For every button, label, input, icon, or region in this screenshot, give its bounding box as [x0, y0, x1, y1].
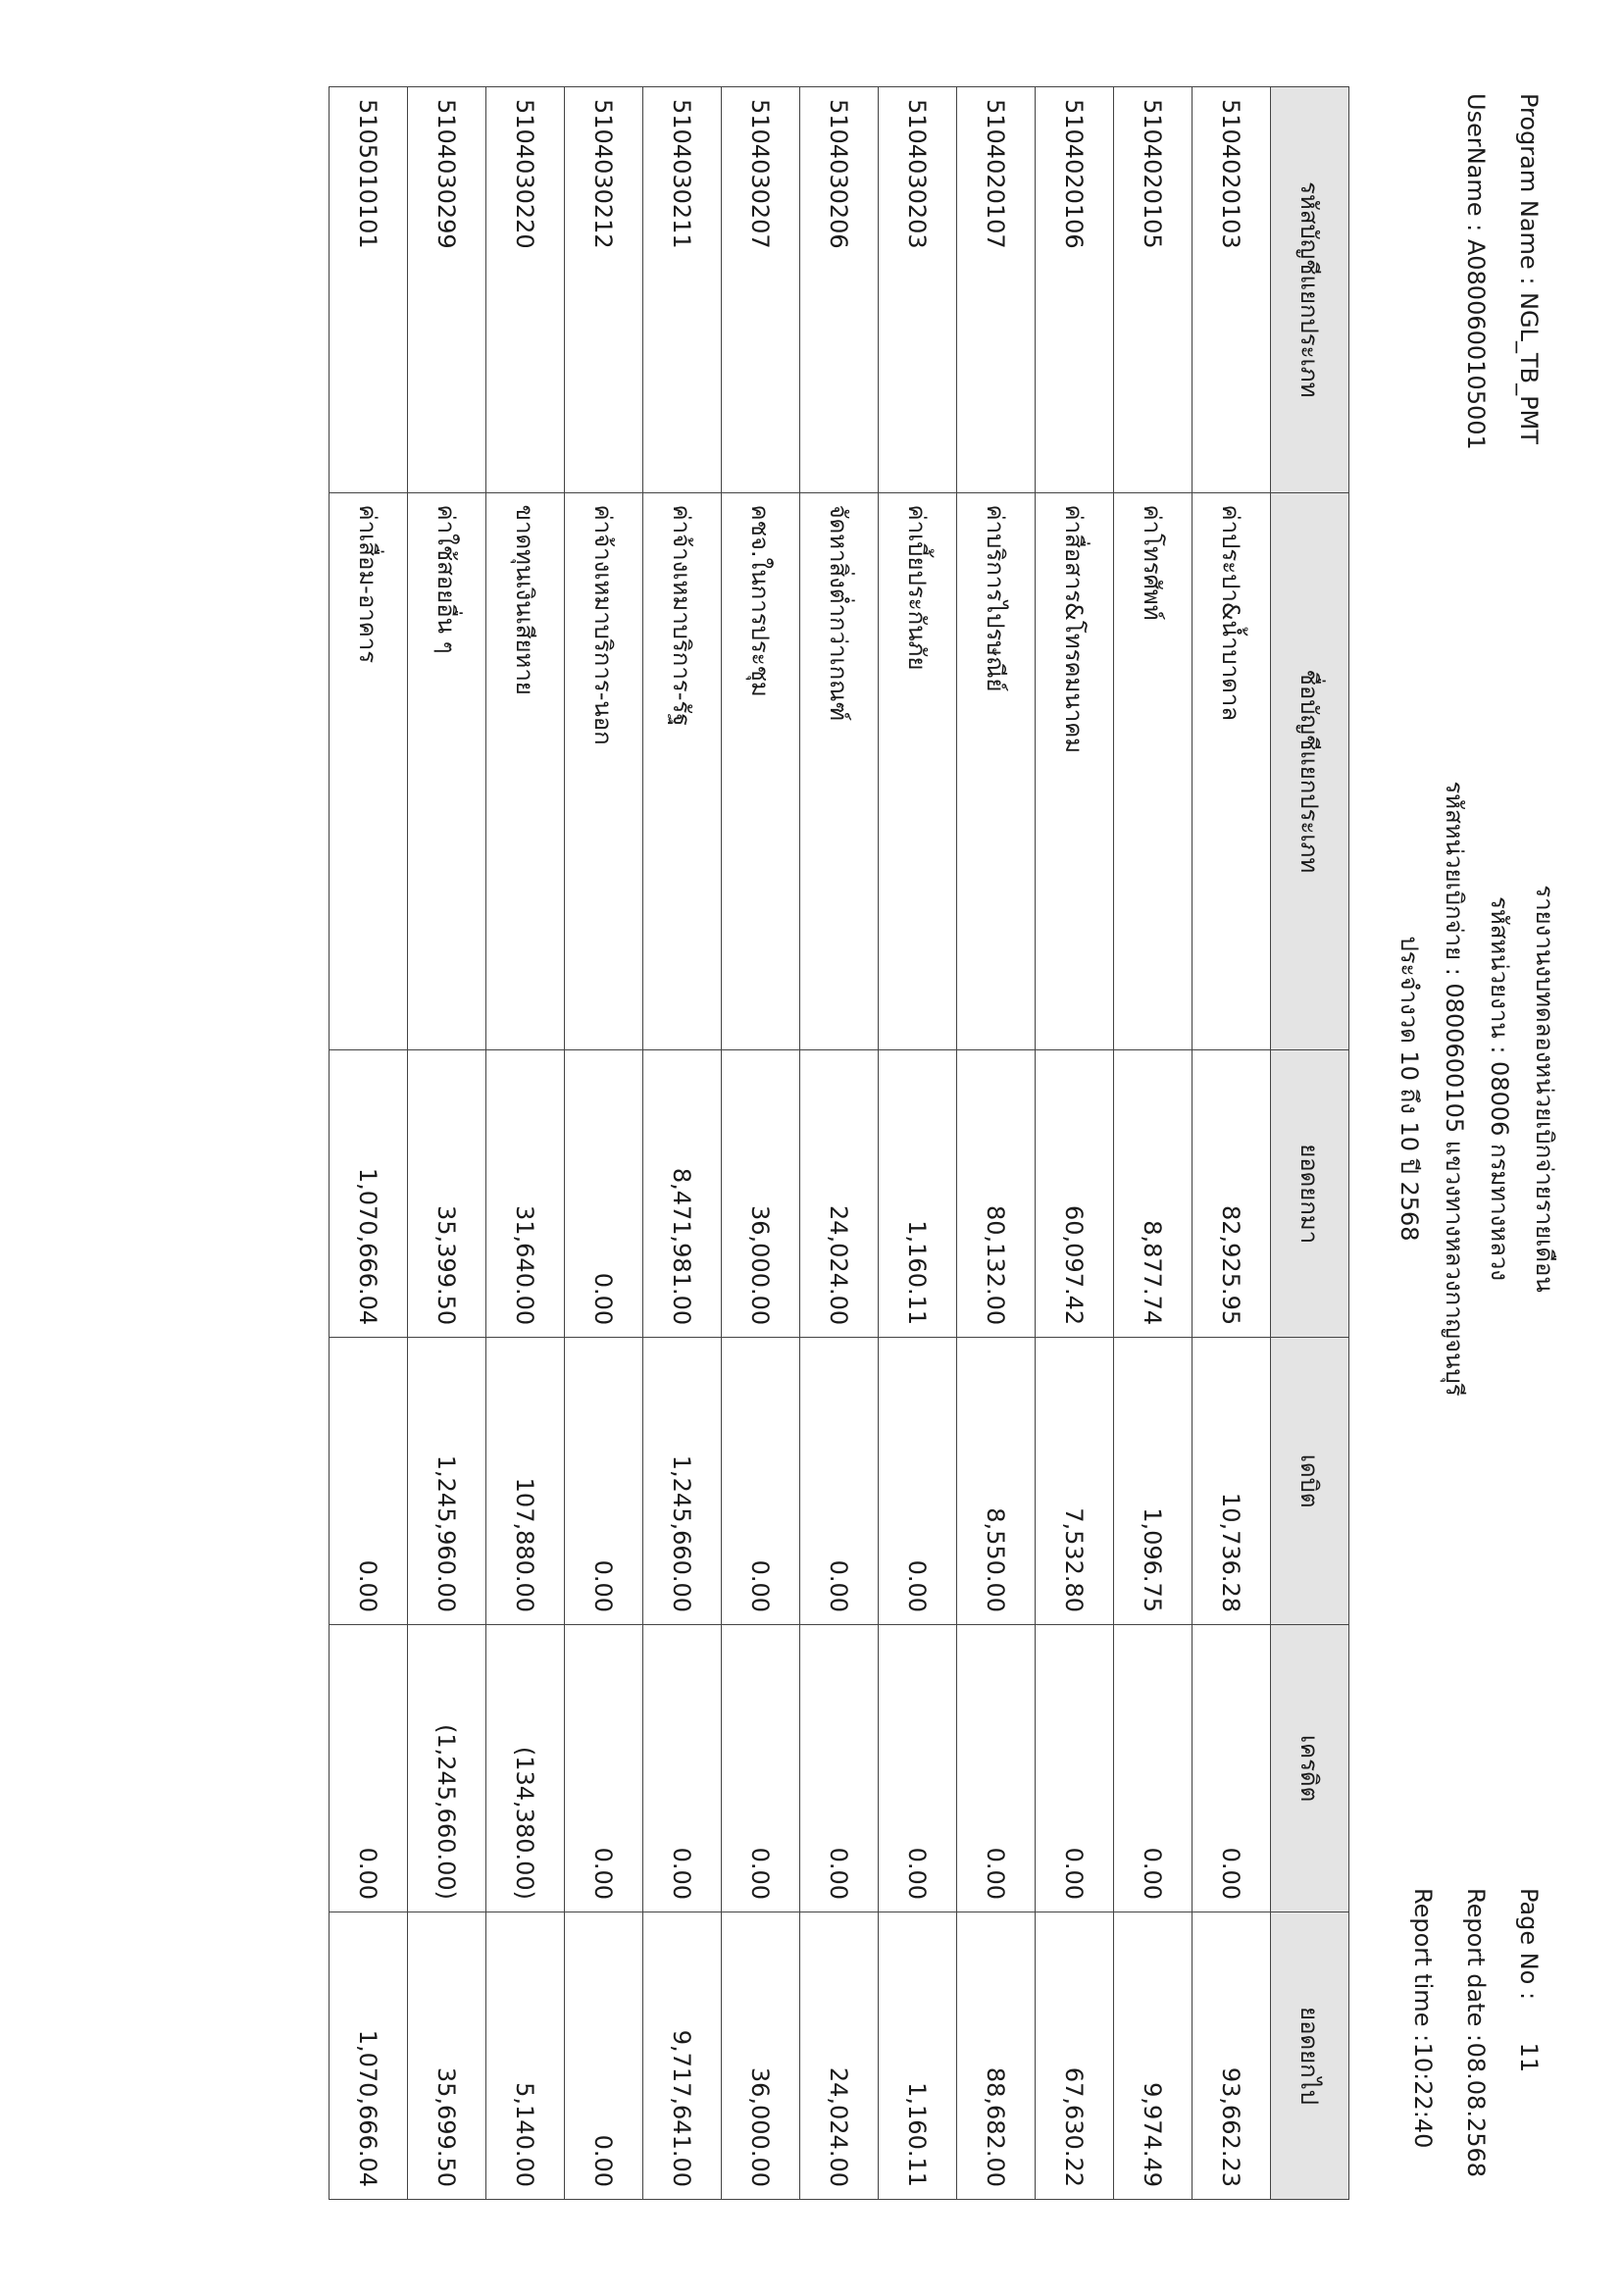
- table-row: [957, 87, 1036, 2200]
- account-code-cell: 5104030211: [643, 87, 722, 493]
- debit-cell: 0.00: [879, 1338, 957, 1625]
- credit-cell: 0.00: [800, 1625, 879, 1912]
- column-header-account-code: รหัสบัญชีแยกประเภท: [1271, 87, 1349, 493]
- opening-balance-cell: 1,160.11: [879, 1050, 957, 1338]
- page-number-row: [1502, 1888, 1555, 2177]
- table-row: [800, 87, 879, 2200]
- debit-cell: 0.00: [330, 1338, 408, 1625]
- column-header-debit: เดบิต: [1271, 1338, 1349, 1625]
- program-info: [1449, 93, 1555, 450]
- table-row: [643, 87, 722, 2200]
- account-code-cell: 5104030220: [486, 87, 565, 493]
- account-name-cell: ค่าจ้างเหมาบริการ-รัฐ: [643, 492, 722, 1050]
- credit-cell: 0.00: [879, 1625, 957, 1912]
- column-header-closing-balance: ยอดยกไป: [1271, 1912, 1349, 2200]
- report-title: รายงานงบทดลองหน่วยเบิกจ่ายรายเดือน: [1531, 885, 1558, 1293]
- account-code-cell: 5104030207: [722, 87, 800, 493]
- account-code-cell: 5104030299: [408, 87, 486, 493]
- account-name-cell: ค่าสื่อสาร&โทรคมนาคม: [1036, 492, 1114, 1050]
- disbursing-unit: รหัสหน่วยเบิกจ่าย : 0800600105 แขวงทางหลวงกาญจนบุรี: [1441, 781, 1468, 1397]
- credit-cell: 0.00: [330, 1625, 408, 1912]
- credit-cell: 0.00: [565, 1625, 643, 1912]
- table-row: [408, 87, 486, 2200]
- closing-balance-cell: 1,070,666.04: [330, 1912, 408, 2200]
- account-name-cell: ค่าโทรศัพท์: [1114, 492, 1193, 1050]
- credit-cell: (134,380.00): [486, 1625, 565, 1912]
- credit-cell: 0.00: [1193, 1625, 1271, 1912]
- trial-balance-table: [329, 86, 1349, 2200]
- debit-cell: 0.00: [565, 1338, 643, 1625]
- opening-balance-cell: 8,471,981.00: [643, 1050, 722, 1338]
- credit-cell: (1,245,660.00): [408, 1625, 486, 1912]
- report-date-value: 08.08.2568: [1462, 2042, 1490, 2178]
- table-row: [330, 87, 408, 2200]
- agency-code: รหัสหน่วยงาน : 08006 กรมทางหลวง: [1486, 895, 1513, 1282]
- account-code-cell: 5104020107: [957, 87, 1036, 493]
- opening-balance-cell: 60,097.42: [1036, 1050, 1114, 1338]
- opening-balance-cell: 0.00: [565, 1050, 643, 1338]
- opening-balance-cell: 8,877.74: [1114, 1050, 1193, 1338]
- table-row: [1036, 87, 1114, 2200]
- closing-balance-cell: 9,974.49: [1114, 1912, 1193, 2200]
- credit-cell: 0.00: [643, 1625, 722, 1912]
- credit-cell: 0.00: [1036, 1625, 1114, 1912]
- opening-balance-cell: 1,070,666.04: [330, 1050, 408, 1338]
- credit-cell: 0.00: [722, 1625, 800, 1912]
- account-name-cell: ค่าประปา&น้ำบาดาล: [1193, 492, 1271, 1050]
- closing-balance-cell: 35,699.50: [408, 1912, 486, 2200]
- report-period: ประจำงวด 10 ถึง 10 ปี 2568: [1396, 936, 1423, 1242]
- closing-balance-cell: 24,024.00: [800, 1912, 879, 2200]
- closing-balance-cell: 5,140.00: [486, 1912, 565, 2200]
- page-number-value: 11: [1515, 2042, 1543, 2073]
- table-row: [486, 87, 565, 2200]
- account-name-cell: ขาดทุนเงินเสียหาย: [486, 492, 565, 1050]
- table-row: [722, 87, 800, 2200]
- column-header-opening-balance: ยอดยกมา: [1271, 1050, 1349, 1338]
- table-row: [879, 87, 957, 2200]
- report-date-label: Report date :: [1462, 1888, 1490, 2043]
- account-name-cell: ค่าเบี้ยประกันภัย: [879, 492, 957, 1050]
- closing-balance-cell: 88,682.00: [957, 1912, 1036, 2200]
- account-code-cell: 5104020105: [1114, 87, 1193, 493]
- user-name: UserName : A0800600105001: [1462, 93, 1490, 450]
- account-code-cell: 5105010101: [330, 87, 408, 493]
- account-name-cell: ค่าจ้างเหมาบริการ-นอก: [565, 492, 643, 1050]
- closing-balance-cell: 0.00: [565, 1912, 643, 2200]
- column-header-account-name: ชื่อบัญชีแยกประเภท: [1271, 492, 1349, 1050]
- account-code-cell: 5104030206: [800, 87, 879, 493]
- account-name-cell: ค่าบริการไปรษณีย์: [957, 492, 1036, 1050]
- opening-balance-cell: 80,132.00: [957, 1050, 1036, 1338]
- account-code-cell: 5104030212: [565, 87, 643, 493]
- report-time-value: 10:22:40: [1409, 2042, 1437, 2149]
- credit-cell: 0.00: [1114, 1625, 1193, 1912]
- credit-cell: 0.00: [957, 1625, 1036, 1912]
- debit-cell: 0.00: [800, 1338, 879, 1625]
- program-name: Program Name : NGL_TB_PMT: [1515, 93, 1543, 444]
- report-date-row: [1449, 1888, 1502, 2177]
- debit-cell: 7,532.80: [1036, 1338, 1114, 1625]
- closing-balance-cell: 36,000.00: [722, 1912, 800, 2200]
- opening-balance-cell: 35,399.50: [408, 1050, 486, 1338]
- column-header-credit: เครดิต: [1271, 1625, 1349, 1912]
- account-name-cell: คชจ.ในการประชุม: [722, 492, 800, 1050]
- debit-cell: 107,880.00: [486, 1338, 565, 1625]
- opening-balance-cell: 31,640.00: [486, 1050, 565, 1338]
- closing-balance-cell: 1,160.11: [879, 1912, 957, 2200]
- account-code-cell: 5104020106: [1036, 87, 1114, 493]
- closing-balance-cell: 67,630.22: [1036, 1912, 1114, 2200]
- opening-balance-cell: 82,925.95: [1193, 1050, 1271, 1338]
- debit-cell: 8,550.00: [957, 1338, 1036, 1625]
- table-row: [1193, 87, 1271, 2200]
- closing-balance-cell: 93,662.23: [1193, 1912, 1271, 2200]
- closing-balance-cell: 9,717,641.00: [643, 1912, 722, 2200]
- report-heading: [1387, 549, 1567, 1628]
- account-code-cell: 5104020103: [1193, 87, 1271, 493]
- table-header-row: [1271, 87, 1349, 2200]
- account-name-cell: จัดหาสิ่งต่ำกว่าเกณฑ์: [800, 492, 879, 1050]
- account-name-cell: ค่าเสื่อม-อาคาร: [330, 492, 408, 1050]
- table-row: [1114, 87, 1193, 2200]
- report-meta: [1396, 1888, 1555, 2177]
- debit-cell: 0.00: [722, 1338, 800, 1625]
- debit-cell: 1,096.75: [1114, 1338, 1193, 1625]
- table-row: [565, 87, 643, 2200]
- report-time-row: [1396, 1888, 1449, 2177]
- page-number-label: Page No :: [1515, 1888, 1543, 2001]
- account-name-cell: ค่าใช้สอยอื่น ๆ: [408, 492, 486, 1050]
- account-code-cell: 5104030203: [879, 87, 957, 493]
- report-time-label: Report time :: [1409, 1888, 1437, 2043]
- opening-balance-cell: 24,024.00: [800, 1050, 879, 1338]
- debit-cell: 10,736.28: [1193, 1338, 1271, 1625]
- debit-cell: 1,245,960.00: [408, 1338, 486, 1625]
- debit-cell: 1,245,660.00: [643, 1338, 722, 1625]
- opening-balance-cell: 36,000.00: [722, 1050, 800, 1338]
